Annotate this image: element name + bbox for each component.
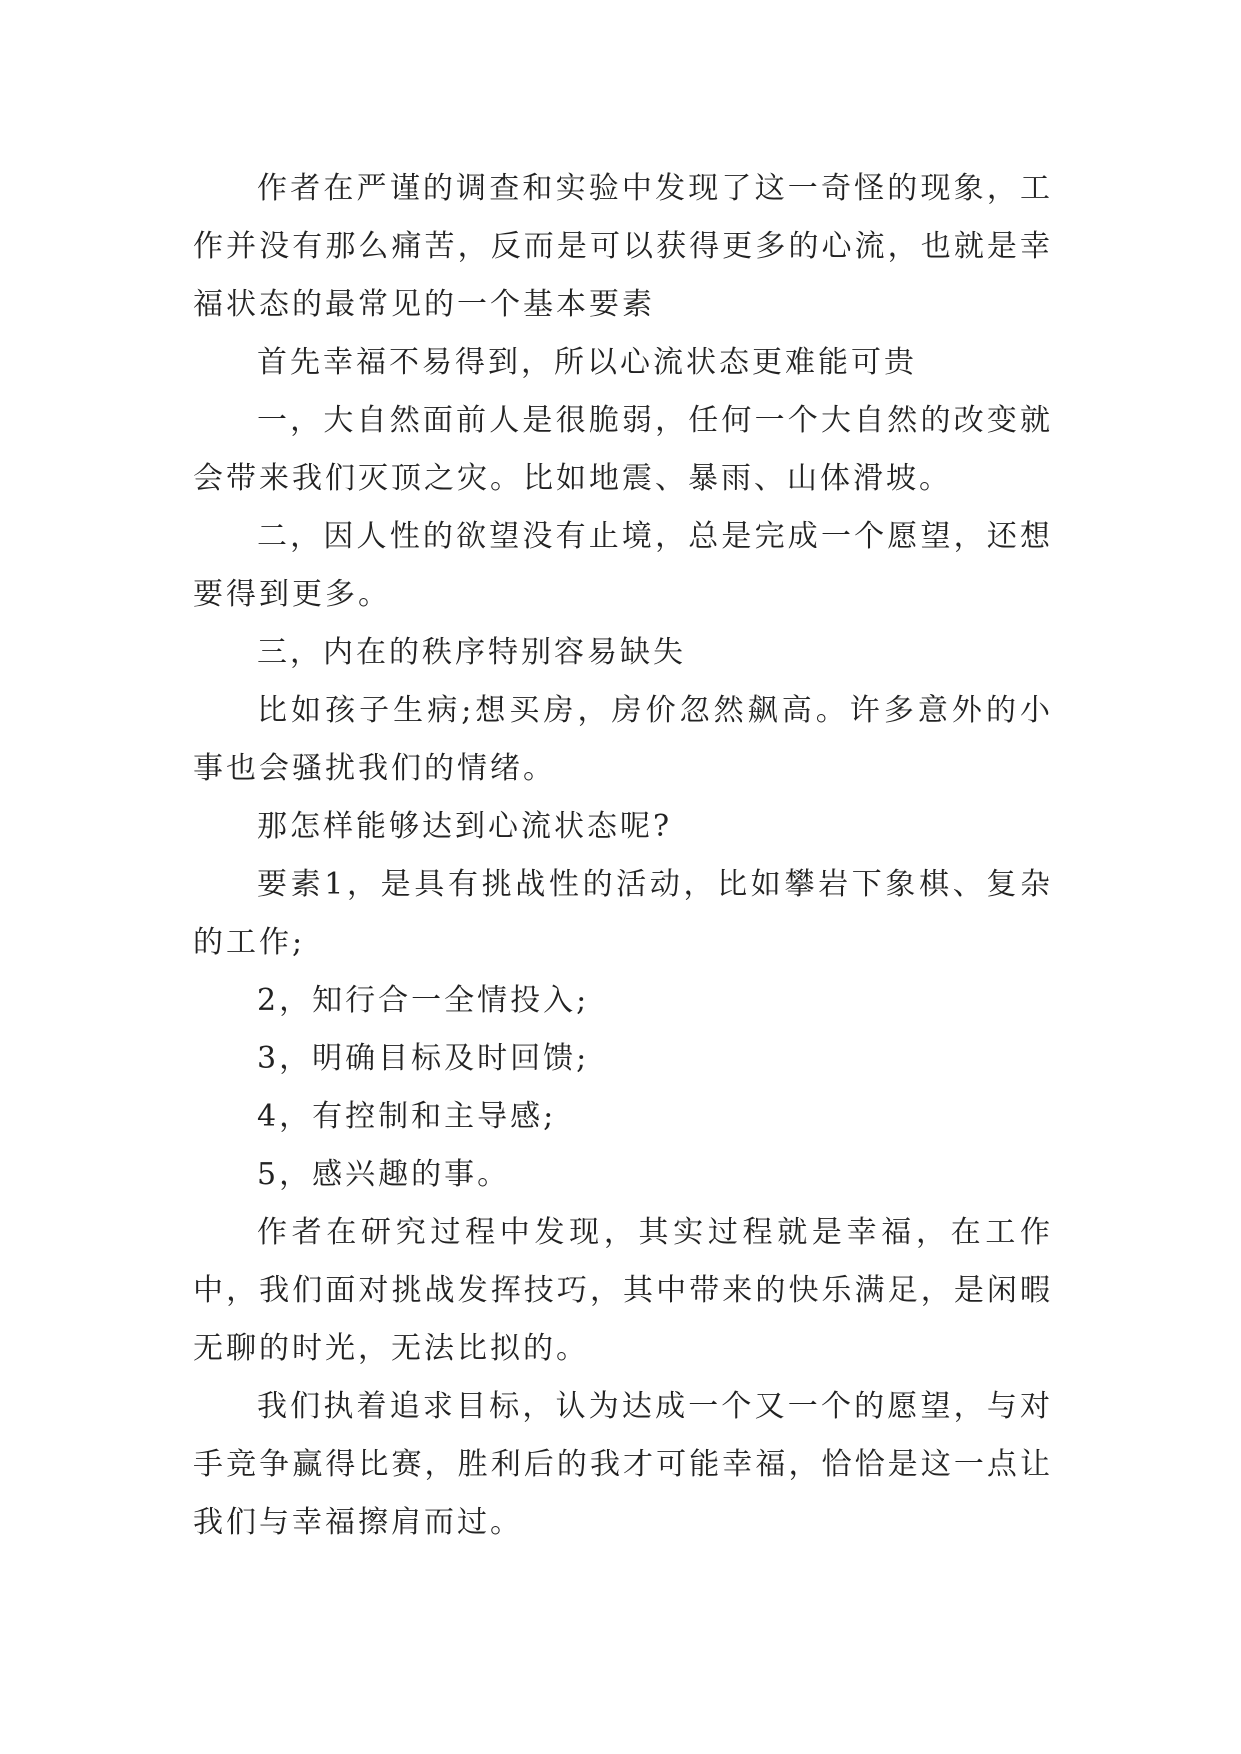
- paragraph-12: 5，感兴趣的事。: [257, 1157, 511, 1192]
- document-body: [193, 160, 1053, 1552]
- paragraph-4: 二，因人性的欲望没有止境，总是完成一个愿望，还想要得到更多。: [193, 519, 1053, 612]
- paragraph-8: 要素1，是具有挑战性的活动，比如攀岩下象棋、复杂的工作;: [193, 867, 1053, 960]
- paragraph-10: 3，明确目标及时回馈;: [257, 1041, 590, 1076]
- paragraph-1: 作者在严谨的调查和实验中发现了这一奇怪的现象，工作并没有那么痛苦，反而是可以获得更多的心流，也就是幸福状态的最常见的一个基本要素: [193, 171, 1053, 322]
- paragraph-2: 首先幸福不易得到，所以心流状态更难能可贵: [257, 345, 917, 380]
- paragraph-5: 三，内在的秩序特别容易缺失: [257, 635, 686, 670]
- paragraph-9: 2，知行合一全情投入;: [257, 983, 590, 1018]
- paragraph-14: 我们执着追求目标，认为达成一个又一个的愿望，与对手竞争赢得比赛，胜利后的我才可能幸福，恰恰是这一点让我们与幸福擦肩而过。: [193, 1389, 1053, 1540]
- paragraph-6: 比如孩子生病;想买房，房价忽然飙高。许多意外的小事也会骚扰我们的情绪。: [193, 693, 1053, 786]
- paragraph-13: 作者在研究过程中发现，其实过程就是幸福，在工作中，我们面对挑战发挥技巧，其中带来的快乐满足，是闲暇无聊的时光，无法比拟的。: [193, 1215, 1053, 1366]
- paragraph-7: 那怎样能够达到心流状态呢?: [257, 809, 673, 844]
- paragraph-11: 4，有控制和主导感;: [257, 1099, 557, 1134]
- paragraph-3: 一，大自然面前人是很脆弱，任何一个大自然的改变就会带来我们灭顶之灾。比如地震、暴雨、山体滑坡。: [193, 403, 1053, 496]
